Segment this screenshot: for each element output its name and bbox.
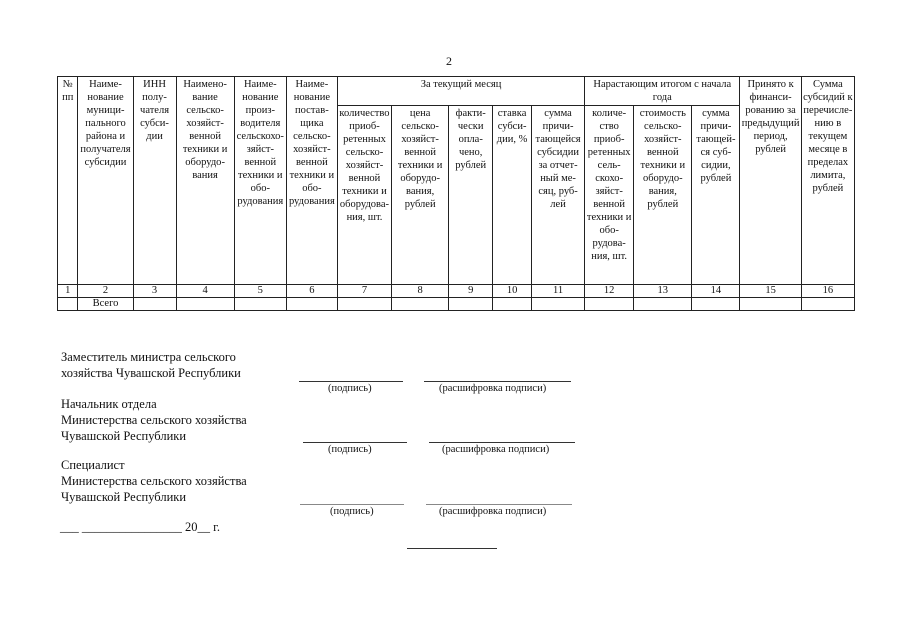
header-c10: ставка субсидии, % — [493, 106, 532, 285]
col-number: 12 — [585, 285, 634, 298]
total-cell — [493, 298, 532, 311]
total-cell — [234, 298, 286, 311]
header-group-current: За текущий месяц — [337, 77, 584, 106]
signature-block-specialist — [61, 457, 247, 505]
col-number: 16 — [801, 285, 854, 298]
signer-title-line: Чувашской Республики — [61, 490, 187, 504]
page-number: 2 — [446, 54, 452, 68]
subsidy-table — [57, 76, 855, 311]
total-cell — [801, 298, 854, 311]
header-c2: Наименование муниципального района и получателя субсидии — [78, 77, 133, 285]
total-cell — [337, 298, 391, 311]
decode-line — [429, 442, 575, 443]
total-cell — [692, 298, 740, 311]
signer-title-line: Начальник отдела — [61, 397, 157, 411]
header-c16: Сумма субсидий к перечислению в текущем месяце в пределах лимита, рублей — [801, 77, 854, 285]
column-numbers-row — [58, 285, 855, 298]
header-c12: количество приобретенных сельскохозяйственной техники и оборудования, шт. — [585, 106, 634, 285]
header-c1: № пп — [58, 77, 78, 285]
header-c8: цена сельскохозяйственной техники и оборудования, рублей — [392, 106, 449, 285]
decode-line — [424, 381, 571, 382]
total-cell — [58, 298, 78, 311]
header-c3: ИНН получателя субсидии — [133, 77, 176, 285]
signer-title-line: Министерства сельского хозяйства — [61, 413, 247, 427]
header-c4: Наименование сельскохозяйственной техники и оборудования — [176, 77, 234, 285]
total-cell — [133, 298, 176, 311]
signature-caption: (подпись) — [328, 444, 372, 455]
decode-caption: (расшифровка подписи) — [439, 506, 547, 517]
header-c14: сумма причитающейся субсидии, рублей — [692, 106, 740, 285]
bottom-rule — [407, 548, 497, 549]
col-number: 2 — [78, 285, 133, 298]
signer-title-line: Министерства сельского хозяйства — [61, 474, 247, 488]
col-number: 7 — [337, 285, 391, 298]
signer-title-line: хозяйства Чувашской Республики — [61, 366, 241, 380]
col-number: 9 — [449, 285, 493, 298]
total-cell — [392, 298, 449, 311]
col-number: 6 — [286, 285, 337, 298]
date-line: ___ ________________ 20__ г. — [60, 520, 220, 534]
col-number: 1 — [58, 285, 78, 298]
col-number: 8 — [392, 285, 449, 298]
signature-caption: (подпись) — [330, 506, 374, 517]
header-group-cumulative: Нарастающим итогом с начала года — [585, 77, 740, 106]
header-c5: Наименование производителя сельскохозяйственной техники и оборудования — [234, 77, 286, 285]
header-c6: Наименование поставщика сельскохозяйственной техники и оборудования — [286, 77, 337, 285]
total-label: Всего — [78, 298, 133, 311]
header-c11: сумма причитающейся субсидии за отчетный месяц, рублей — [531, 106, 584, 285]
total-cell — [585, 298, 634, 311]
col-number: 5 — [234, 285, 286, 298]
col-number: 11 — [531, 285, 584, 298]
signature-line — [300, 504, 404, 505]
header-c13: стоимость сельскохозяйственной техники и оборудования, рублей — [634, 106, 692, 285]
col-number: 14 — [692, 285, 740, 298]
header-c7: количество приобретенных сельскохозяйственной техники и оборудования, шт. — [337, 106, 391, 285]
col-number: 10 — [493, 285, 532, 298]
signature-block-deputy-minister — [61, 349, 241, 381]
total-cell — [286, 298, 337, 311]
signature-caption: (подпись) — [328, 383, 372, 394]
total-cell — [634, 298, 692, 311]
header-c9: фактически оплачено, рублей — [449, 106, 493, 285]
header-c15: Принято к финансированию за предыдущий период, рублей — [740, 77, 801, 285]
col-number: 15 — [740, 285, 801, 298]
total-cell — [740, 298, 801, 311]
decode-caption: (расшифровка подписи) — [439, 383, 547, 394]
total-cell — [176, 298, 234, 311]
signer-title-line: Специалист — [61, 458, 125, 472]
signature-block-department-head — [61, 396, 247, 444]
signature-line — [303, 442, 407, 443]
decode-line — [426, 504, 572, 505]
signer-title-line: Чувашской Республики — [61, 429, 187, 443]
signer-title-line: Заместитель министра сельского — [61, 350, 236, 364]
col-number: 13 — [634, 285, 692, 298]
total-cell — [449, 298, 493, 311]
total-cell — [531, 298, 584, 311]
col-number: 4 — [176, 285, 234, 298]
decode-caption: (расшифровка подписи) — [442, 444, 550, 455]
signature-line — [299, 381, 403, 382]
total-row — [58, 298, 855, 311]
col-number: 3 — [133, 285, 176, 298]
